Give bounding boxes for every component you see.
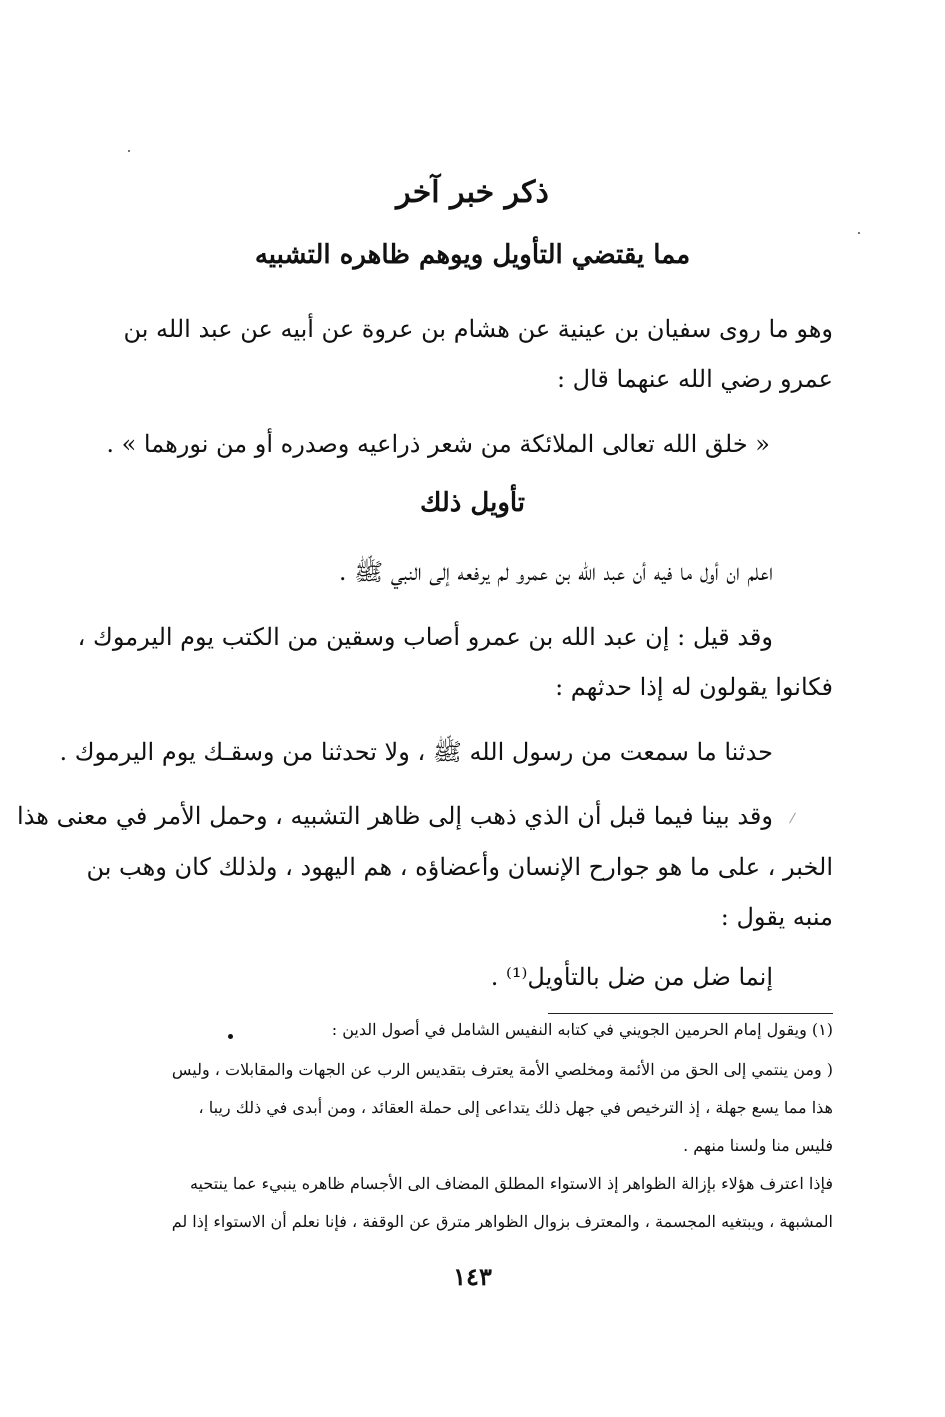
paragraph-5-line-2: الخبر ، على ما هو جوارح الإنسان وأعضاؤه ، هم اليهود ، ولذلك كان وهب بن — [86, 853, 833, 881]
paragraph-5-line-1: وقد بينا فيما قبل أن الذي ذهب إلى ظاهر التشبيه ، وحمل الأمر في معنى هذا — [17, 802, 773, 830]
footnote-1-line-1: (١) ويقول إمام الحرمين الجويني في كتابه النفيس الشامل في أصول الدين : — [331, 1020, 833, 1039]
footnote-1-line-3: هذا مما يسع جهلة ، إذ الترخيص في جهل ذلك يتداعى إلى حملة العقائد ، ومن أبدى في ذلك ريبا ، — [198, 1098, 833, 1117]
paragraph-3-line-1: وقد قيل : إن عبد الله بن عمرو أصاب وسقين من الكتب يوم اليرموك ، — [77, 623, 773, 651]
section-title: تأويل ذلك — [419, 488, 526, 518]
footnote-1-line-5: فإذا اعترف هؤلاء بإزالة الظواهر إذ الاستواء المطلق المضاف الى الأجسام ظاهره ينبيء عما ينتحيه — [189, 1174, 833, 1193]
paragraph-6: إنما ضل من ضل بالتأويل⁽¹⁾ . — [490, 963, 773, 991]
ink-dot — [228, 1034, 233, 1039]
footnote-separator — [548, 1013, 833, 1014]
paragraph-5-line-3: منبه يقول : — [720, 903, 833, 931]
paragraph-3-line-2: فكانوا يقولون له إذا حدثهم : — [555, 673, 833, 701]
paragraph-4: حدثنا ما سمعت من رسول الله ﷺ ، ولا تحدثنا من وسقـك يوم اليرموك . — [59, 738, 773, 766]
hadith-quote: « خلق الله تعالى الملائكة من شعر ذراعيه وصدره أو من نورهما » . — [106, 430, 770, 458]
footnote-1-line-2: ( ومن ينتمي إلى الحق من الأئمة ومخلصي الأمة يعترف بتقديس الرب عن الجهات والمقابلات ، وليس — [171, 1060, 833, 1079]
page-number: ١٤٣ — [453, 1262, 492, 1291]
scan-speck — [858, 232, 860, 234]
paragraph-1-line-1: وهو ما روى سفيان بن عينية عن هشام بن عروة عن أبيه عن عبد الله بن — [123, 315, 833, 343]
paragraph-2: اعلم ان أول ما فيه أن عبد الله بن عمرو لم يرفعه إلى النبي ﷺ . — [338, 558, 773, 586]
chapter-title: ذكر خبر آخر — [396, 175, 549, 210]
footnote-1-line-6: المشبهة ، ويبتغيه المجسمة ، والمعترف بزوال الظواهر مترق عن الوقفة ، فإنا نعلم أن الاستواء إذا لم — [171, 1212, 833, 1231]
paragraph-1-line-2: عمرو رضي الله عنهما قال : — [556, 365, 833, 393]
scan-mark — [789, 813, 796, 824]
footnote-1-line-4: فليس منا ولسنا منهم . — [683, 1136, 833, 1155]
scan-speck — [128, 150, 130, 152]
chapter-subtitle: مما يقتضي التأويل ويوهم ظاهره التشبيه — [254, 240, 691, 270]
